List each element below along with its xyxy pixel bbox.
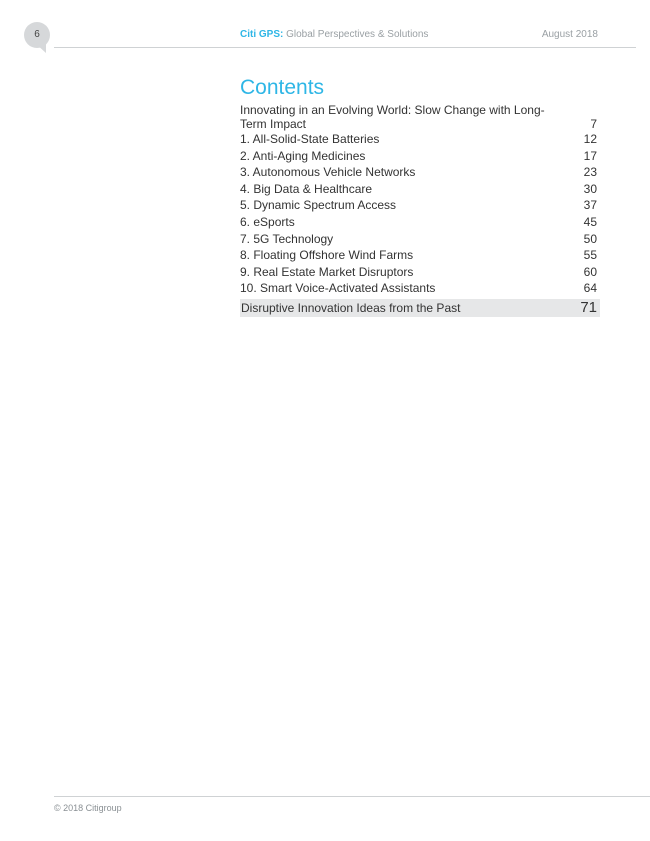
contents-title: Contents: [240, 76, 325, 99]
toc-entry-page: 23: [583, 165, 597, 180]
toc-entry-page: 71: [580, 298, 597, 316]
toc-entry[interactable]: [240, 264, 600, 281]
header-title: [240, 29, 428, 40]
toc-entry[interactable]: [240, 103, 600, 131]
toc-entry-page: 45: [583, 214, 597, 229]
toc-entry-label: Innovating in an Evolving World: Slow Change with Long-Term Impact: [240, 103, 545, 131]
toc-entry[interactable]: [240, 181, 600, 198]
toc-entry-page: 30: [583, 181, 597, 196]
toc-entry-label: Disruptive Innovation Ideas from the Past: [241, 300, 461, 315]
toc-entry[interactable]: [240, 197, 600, 214]
header-divider: [54, 47, 636, 48]
toc-entry[interactable]: [240, 148, 600, 165]
toc-entry-label: 3. Autonomous Vehicle Networks: [240, 165, 416, 180]
toc-entry[interactable]: [240, 247, 600, 264]
toc-entry-page: 50: [583, 231, 597, 246]
toc-entry-page: 64: [583, 281, 597, 296]
footer-divider: [54, 796, 650, 797]
toc-entry[interactable]: [240, 131, 600, 148]
header-date: August 2018: [541, 29, 598, 40]
toc-entry-page: 12: [583, 132, 597, 146]
toc-entry-page: 55: [583, 248, 597, 263]
toc-entry-label: 4. Big Data & Healthcare: [240, 181, 373, 196]
toc-entry-highlighted[interactable]: [240, 299, 600, 317]
toc-entry-page: 7: [590, 117, 597, 131]
toc-entry-label: 1. All-Solid-State Batteries: [240, 132, 380, 146]
toc-entry-label: 5. Dynamic Spectrum Access: [240, 198, 397, 213]
page-number-badge: 6: [24, 22, 50, 48]
toc-entry-label: 7. 5G Technology: [240, 231, 334, 246]
footer-copyright: © 2018 Citigroup: [54, 803, 122, 813]
toc-entry-label: 6. eSports: [240, 214, 295, 229]
toc-entry-label: 9. Real Estate Market Disruptors: [240, 264, 414, 279]
toc-entry-page: 37: [583, 198, 597, 213]
table-of-contents: [240, 103, 600, 317]
toc-entry[interactable]: [240, 280, 600, 297]
toc-entry[interactable]: [240, 164, 600, 181]
header-subtitle: Global Perspectives & Solutions: [286, 29, 429, 40]
toc-entry-label: 10. Smart Voice-Activated Assistants: [240, 281, 436, 296]
toc-entry-page: 60: [583, 264, 597, 279]
toc-entry-page: 17: [583, 148, 597, 163]
header-brand: Citi GPS:: [240, 29, 284, 40]
page-badge-tail: [36, 44, 46, 53]
toc-entry[interactable]: [240, 231, 600, 248]
toc-entry-label: 8. Floating Offshore Wind Farms: [240, 248, 414, 263]
toc-entry[interactable]: [240, 214, 600, 231]
toc-entry-label: 2. Anti-Aging Medicines: [240, 148, 366, 163]
